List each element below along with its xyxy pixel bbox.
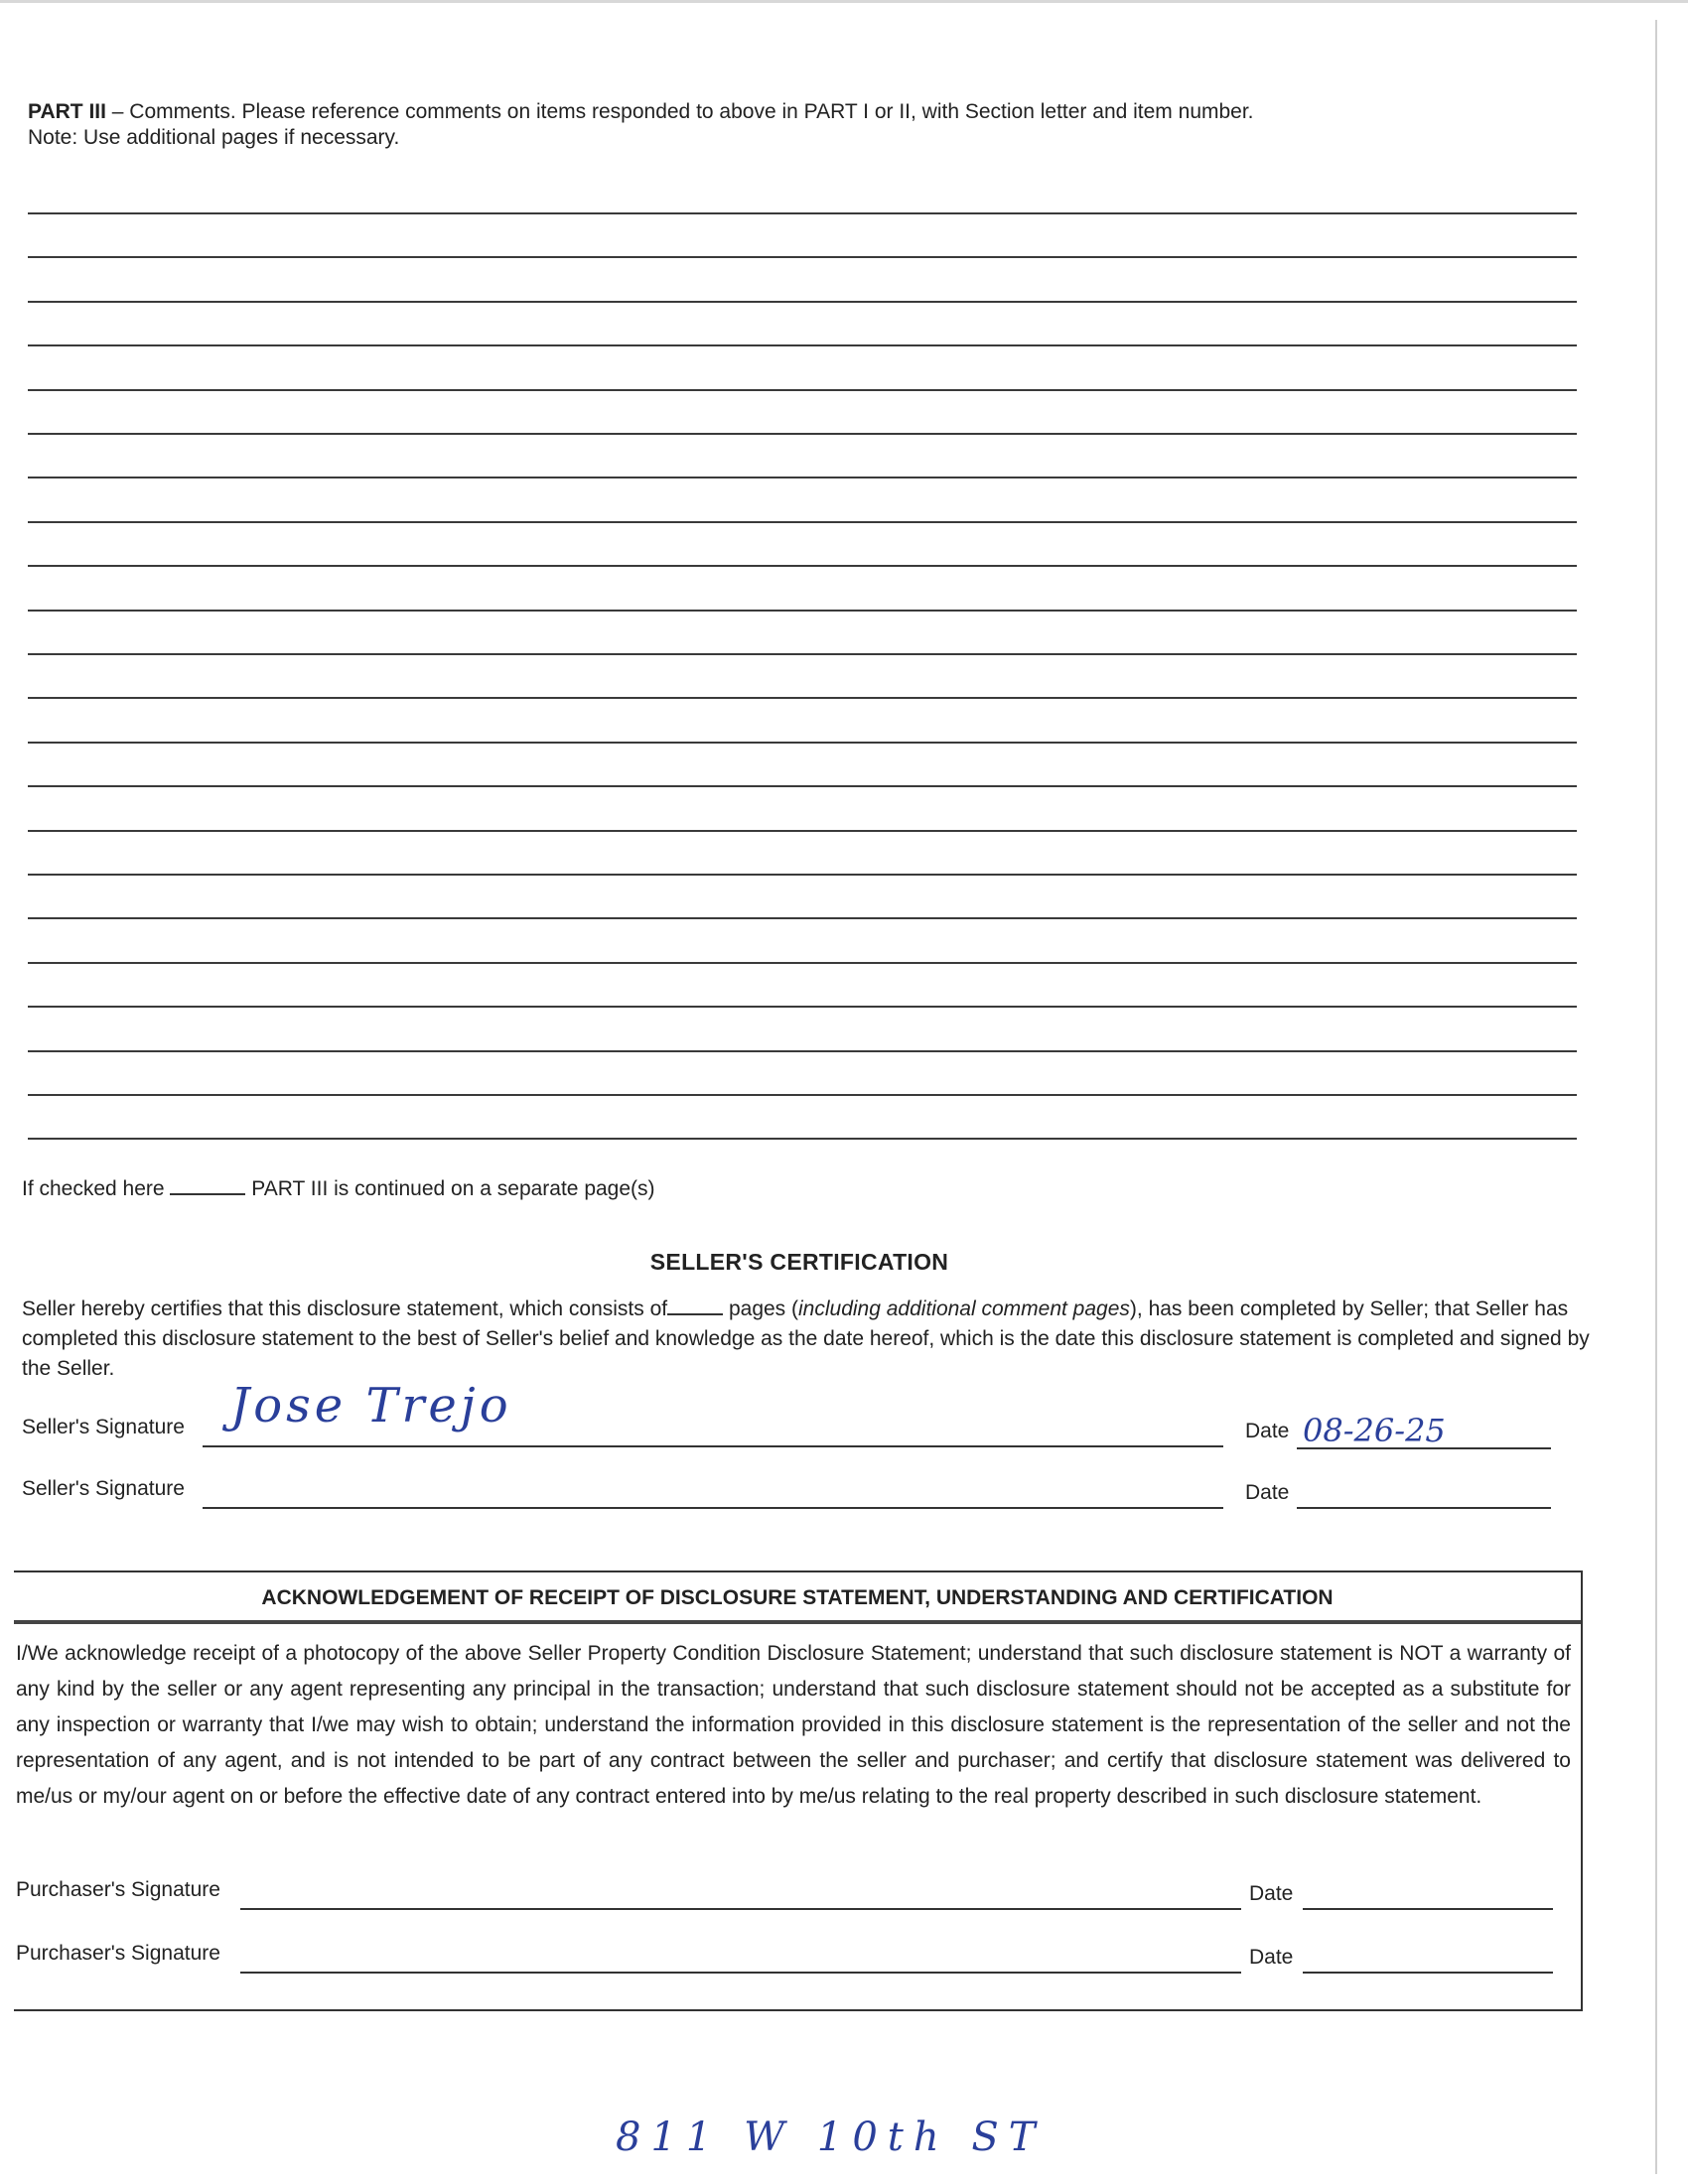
comment-line[interactable] <box>28 565 1577 567</box>
comment-line[interactable] <box>28 521 1577 523</box>
comment-line[interactable] <box>28 697 1577 699</box>
purchaser-date-label-1: Date <box>1249 1882 1294 1905</box>
scan-right-edge <box>1655 20 1657 2174</box>
seller-signature-line-2[interactable] <box>203 1507 1223 1509</box>
sellers-certification-title: SELLER'S CERTIFICATION <box>649 1249 949 1275</box>
seller-date-1: 08-26-25 <box>1303 1412 1446 1449</box>
comment-line[interactable] <box>28 1050 1577 1052</box>
comment-line[interactable] <box>28 610 1577 612</box>
comment-line[interactable] <box>28 301 1577 303</box>
acknowledgement-text: I/We acknowledge receipt of a photocopy of the above Seller Property Condition Disclosure Statement; understand that such disclosure statement is NOT a warranty of any kind by the seller or any agent representing any principal in the transaction; understand that such disclosure statement should not be accepted as a substitute for any inspection or warranty that I/we may wish to obtain; understand the information provided in this disclosure statement is the representation of the seller and not the representation of any agent, and is not intended to be part of any contract between the seller and purchaser; and certify that disclosure statement was delivered to me/us or my/our agent on or before the effective date of any contract entered into by me/us relating to the real property described in such disclosure statement. <box>16 1642 1571 1808</box>
seller-signature-line-1[interactable] <box>203 1445 1223 1447</box>
comment-line[interactable] <box>28 830 1577 832</box>
cert-text-italic: including additional comment pages <box>798 1297 1130 1320</box>
purchaser-signature-line-2[interactable] <box>240 1972 1241 1974</box>
comment-line[interactable] <box>28 1138 1577 1140</box>
cert-text-end: ), has been completed by Seller; that Seller has completed this disclosure statement to the best of Seller's belief and knowledge as the date hereof, which is the date this disclosure statement is completed and signed by the Seller. <box>22 1297 1590 1380</box>
cert-text-start: Seller hereby certifies that this disclosure statement, which consists of <box>22 1297 668 1320</box>
purchaser-signature-label-2: Purchaser's Signature <box>16 1942 220 1965</box>
comment-line[interactable] <box>28 962 1577 964</box>
comment-line[interactable] <box>28 874 1577 876</box>
part3-heading <box>28 99 1537 151</box>
seller-signature-1: Jose Trejo <box>230 1378 512 1433</box>
continuation-line <box>22 1175 655 1201</box>
comment-line[interactable] <box>28 256 1577 258</box>
comment-line[interactable] <box>28 1006 1577 1008</box>
comment-line[interactable] <box>28 389 1577 391</box>
seller-date-label-2: Date <box>1245 1481 1290 1504</box>
comment-line[interactable] <box>28 433 1577 435</box>
comment-line[interactable] <box>28 344 1577 346</box>
purchaser-signature-label-1: Purchaser's Signature <box>16 1878 220 1901</box>
sellers-certification-text <box>22 1295 1591 1384</box>
acknowledgement-divider <box>14 1620 1581 1624</box>
purchaser-date-line-2[interactable] <box>1303 1972 1553 1974</box>
continuation-prefix: If checked here <box>22 1177 165 1200</box>
page-count-blank[interactable] <box>667 1296 723 1315</box>
acknowledgement-box <box>14 1570 1583 2011</box>
part3-label: PART III <box>28 100 106 123</box>
comment-line[interactable] <box>28 477 1577 478</box>
seller-date-line-2[interactable] <box>1297 1507 1551 1509</box>
scan-top-edge <box>0 0 1688 3</box>
comment-line[interactable] <box>28 917 1577 919</box>
comment-line[interactable] <box>28 212 1577 214</box>
comment-line[interactable] <box>28 785 1577 787</box>
part3-text: – Comments. Please reference comments on items responded to above in PART I or II, with Section letter and item number. <box>105 100 1254 123</box>
purchaser-signature-line-1[interactable] <box>240 1908 1241 1910</box>
comment-line[interactable] <box>28 1094 1577 1096</box>
continuation-suffix: PART III is continued on a separate page(s) <box>251 1177 655 1200</box>
comment-line[interactable] <box>28 653 1577 655</box>
continuation-checkbox-blank[interactable] <box>170 1175 245 1195</box>
comment-line[interactable] <box>28 742 1577 744</box>
seller-signature-label-1: Seller's Signature <box>22 1416 185 1438</box>
purchaser-date-label-2: Date <box>1249 1946 1294 1969</box>
acknowledgement-title: ACKNOWLEDGEMENT OF RECEIPT OF DISCLOSURE STATEMENT, UNDERSTANDING AND CERTIFICATION <box>261 1586 1334 1609</box>
part3-note: Note: Use additional pages if necessary. <box>28 126 400 149</box>
seller-date-label-1: Date <box>1245 1420 1290 1442</box>
cert-text-pages: pages ( <box>723 1297 799 1320</box>
seller-signature-label-2: Seller's Signature <box>22 1477 185 1500</box>
purchaser-date-line-1[interactable] <box>1303 1908 1553 1910</box>
handwritten-address: 811 W 10th ST <box>616 2115 1046 2160</box>
